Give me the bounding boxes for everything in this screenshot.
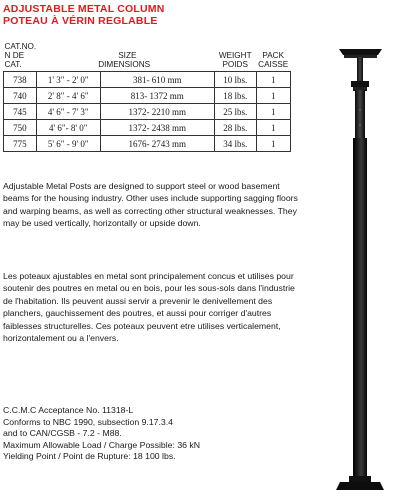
cell-metric: 1372- 2210 mm [100, 104, 214, 120]
spec-line: and to CAN/CGSB - 7.2 - M88. [3, 428, 122, 439]
cell-pack: 1 [256, 120, 290, 136]
cell-metric: 1676- 2743 mm [100, 136, 214, 152]
cell-weight: 25 lbs. [214, 104, 256, 120]
cell-imperial: 4' 6" - 7' 3" [36, 104, 100, 120]
spec-line: Yielding Point / Point de Rupture: 18 100 lbs. [3, 451, 176, 462]
header-pack-line2: CAISSE [258, 60, 289, 69]
cell-cat: 745 [4, 104, 37, 120]
cell-pack: 1 [256, 104, 290, 120]
header-weight-line2: POIDS [222, 60, 248, 69]
cell-imperial: 1' 3" - 2' 0" [36, 72, 100, 88]
cell-cat: 740 [4, 88, 37, 104]
outer-tube [353, 138, 367, 478]
header-size-line1: SIZE [118, 51, 137, 60]
header-pack-line1: PACK [262, 51, 285, 60]
cell-pack: 1 [256, 136, 290, 152]
spec-line: Conforms to NBC 1990, subsection 9.17.3.4 [3, 416, 173, 427]
cell-metric: 813- 1372 mm [100, 88, 214, 104]
table-row [4, 72, 291, 88]
product-title [3, 3, 165, 27]
description-english: Adjustable Metal Posts are designed to support steel or wood basement beams for the housing industry. Other uses include supporting sagging floors and warping beams, as well as correcting other structural weaknesses. They may be used vertically, horizontally or upside down. [3, 181, 298, 229]
header-size-line2: DIMENSIONS [98, 60, 151, 69]
table-row [4, 120, 291, 136]
title-english: ADJUSTABLE METAL COLUMN [3, 3, 165, 15]
cell-imperial: 4' 6"- 8' 0" [36, 120, 100, 136]
cell-pack: 1 [256, 88, 290, 104]
cell-weight: 28 lbs. [214, 120, 256, 136]
cell-cat: 750 [4, 120, 37, 136]
header-cat-line1: CAT.NO. [4, 42, 37, 51]
cell-metric: 381- 610 mm [100, 72, 214, 88]
size-table [3, 42, 291, 152]
cell-weight: 18 lbs. [214, 88, 256, 104]
header-weight [214, 42, 256, 72]
header-cat-line2: N DE CAT. [4, 51, 25, 69]
cell-metric: 1372- 2438 mm [100, 120, 214, 136]
inner-tube [355, 90, 365, 140]
table-row [4, 88, 291, 104]
header-pack [256, 42, 290, 72]
adjustable-column-illustration [300, 0, 405, 500]
cell-pack: 1 [256, 72, 290, 88]
header-cat [4, 42, 37, 72]
cell-cat: 775 [4, 136, 37, 152]
adjustment-collar [351, 81, 369, 91]
pin-hole [359, 124, 361, 126]
certification-specs [3, 405, 298, 463]
spec-line: C.C.M.C Acceptance No. 11318-L [3, 405, 134, 415]
header-weight-line1: WEIGHT [218, 51, 252, 60]
cell-weight: 34 lbs. [214, 136, 256, 152]
title-french: POTEAU À VÉRIN REGLABLE [3, 15, 158, 27]
table-header-row [4, 42, 291, 72]
cell-cat: 738 [4, 72, 37, 88]
pin-hole [359, 109, 361, 111]
top-plate [339, 49, 382, 58]
cell-weight: 10 lbs. [214, 72, 256, 88]
table-row [4, 104, 291, 120]
header-imperial [36, 42, 100, 72]
table-row [4, 136, 291, 152]
header-size [100, 42, 214, 72]
description-french: Les poteaux ajustables en metal sont principalement concus et utilises pour soutenir des poutres en metal ou en bois, pour les sous-sols dans l'industrie de l'habitation. Ils peuvent aussi servir a prevenir le denivellement des planchers, gauchissement des poutres, et aussi pour corriger d'autres faiblesses structurelles. Ces poteaux peuvent etre utilises verticalement, horizontalement ou a l'envers. [3, 271, 295, 344]
cell-imperial: 2' 8" - 4' 6" [36, 88, 100, 104]
spec-line: Maximum Allowable Load / Charge Possible: 36 kN [3, 439, 201, 450]
screw-rod [357, 57, 363, 83]
cell-imperial: 5' 6" - 9' 0" [36, 136, 100, 152]
base-plate [336, 476, 384, 490]
